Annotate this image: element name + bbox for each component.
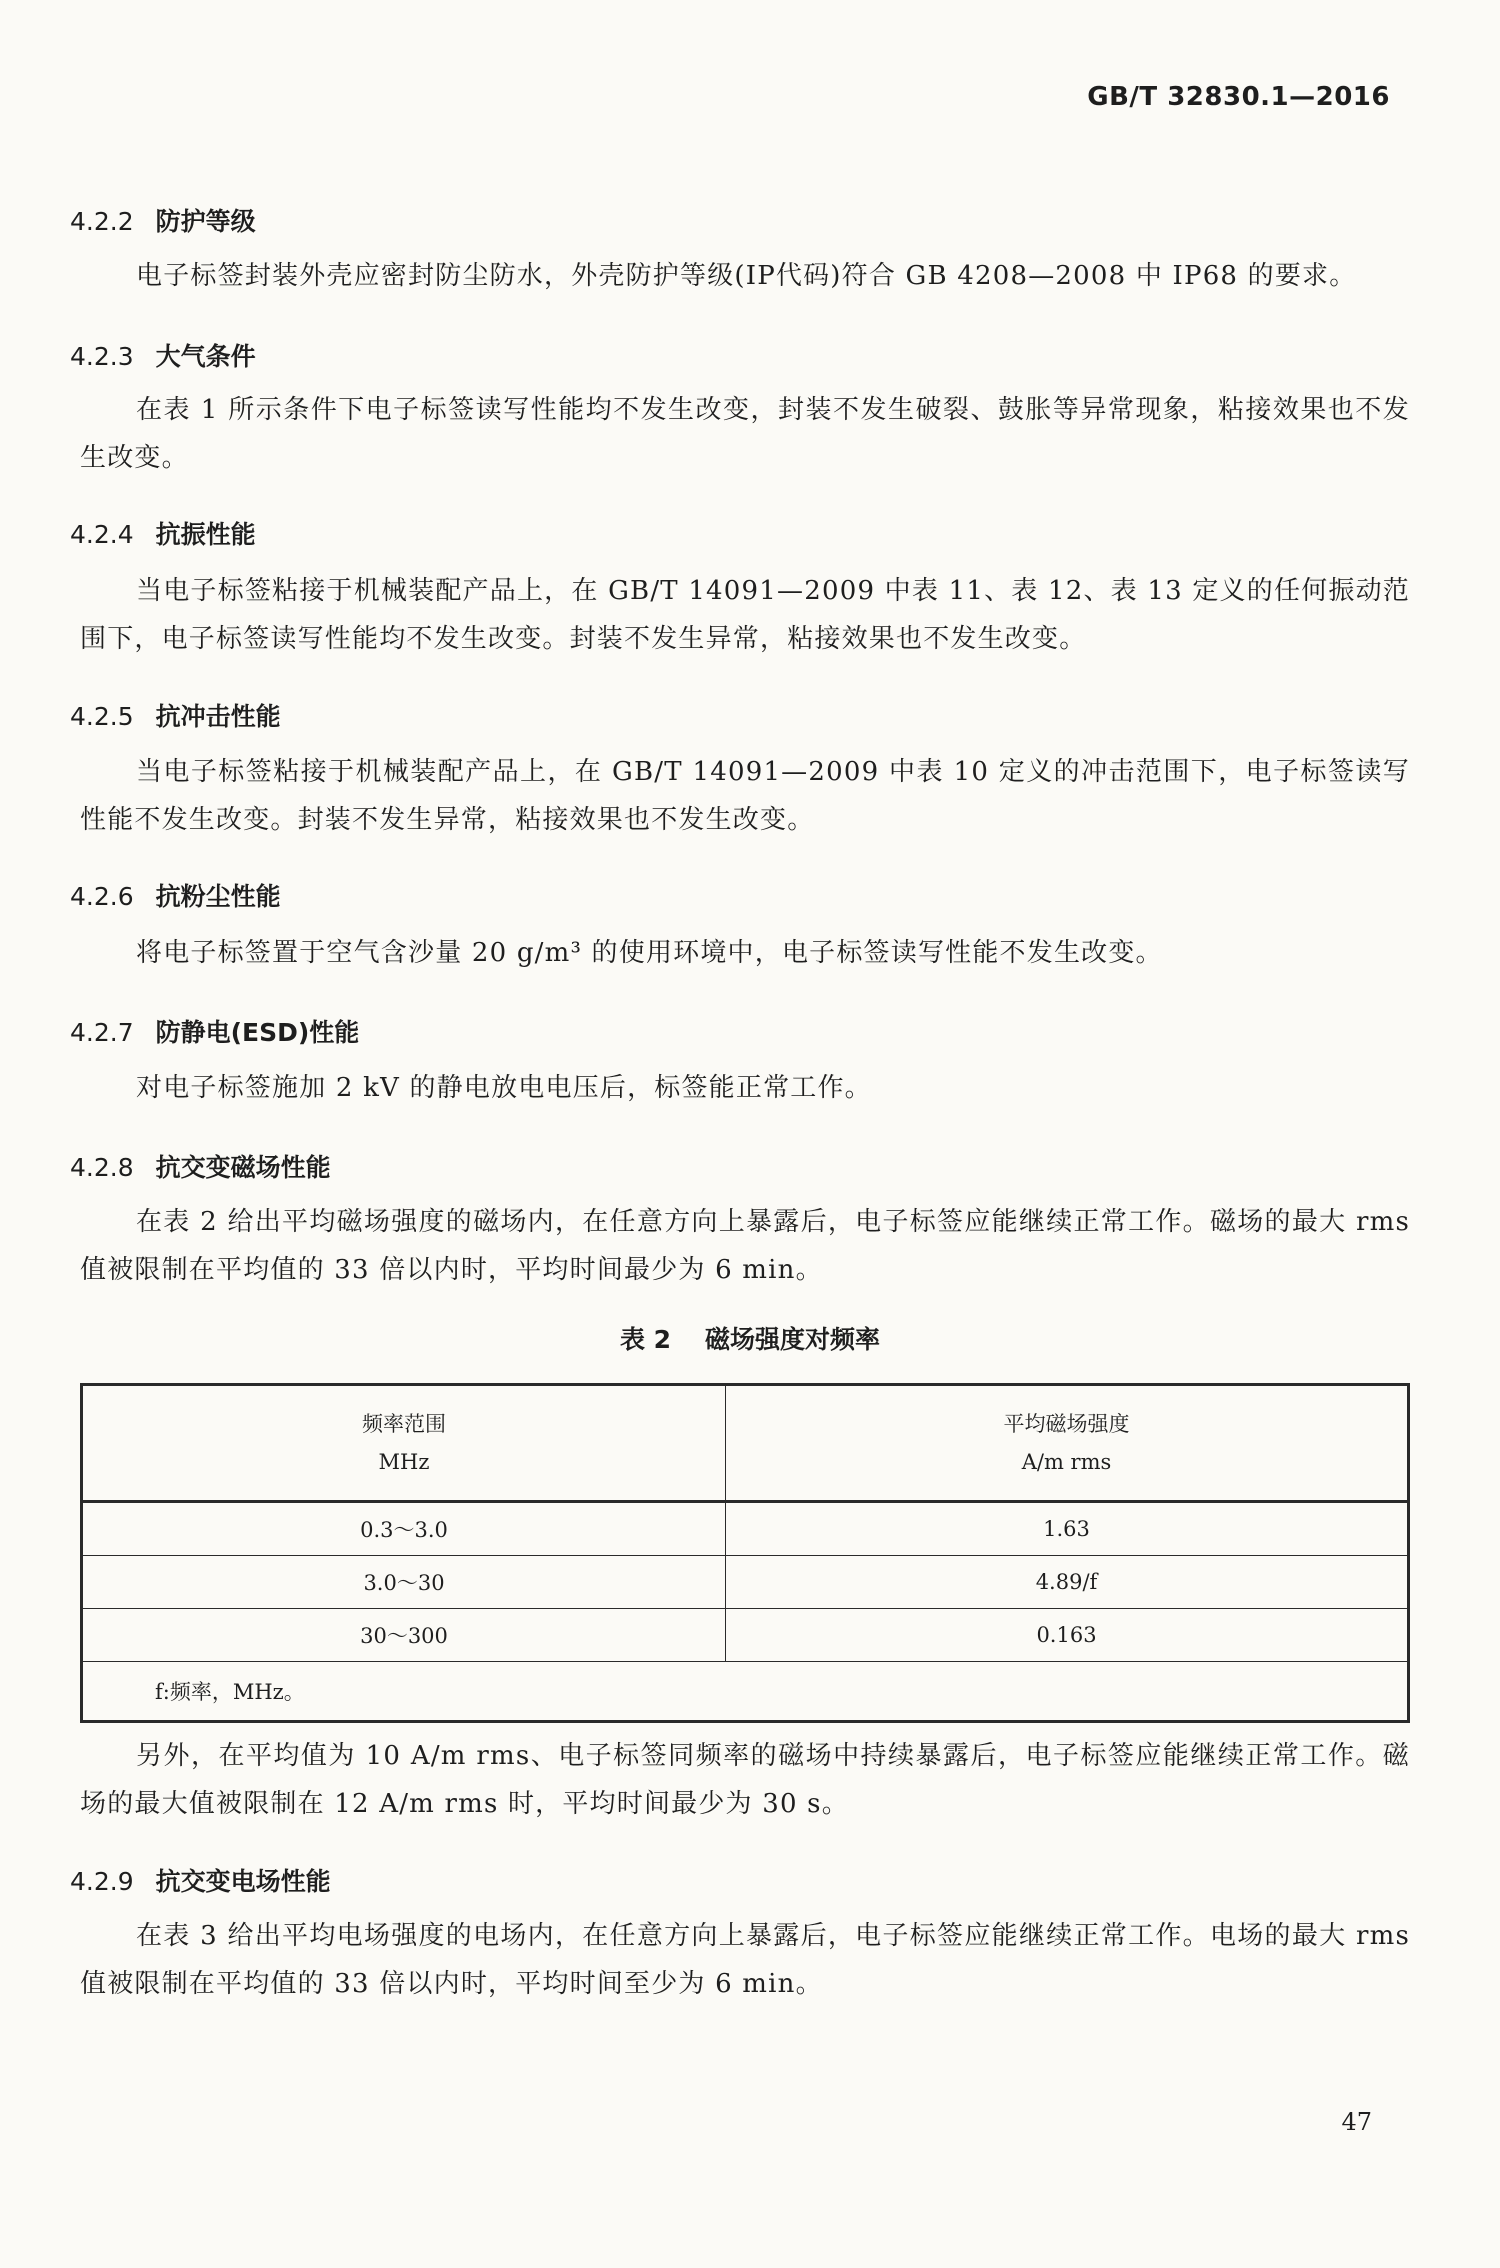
table-row (82, 1556, 1409, 1609)
frequency-cell: 3.0～30 (82, 1556, 726, 1609)
column-unit: MHz (378, 1450, 430, 1474)
paragraph: 电子标签封装外壳应密封防尘防水，外壳防护等级(IP代码)符合 GB 4208—2008 中 IP68 的要求。 (136, 261, 1357, 291)
section-heading-4-2-8 (70, 1148, 331, 1184)
section-number: 4.2.7 (70, 1018, 134, 1047)
column-header-field-strength (726, 1385, 1409, 1502)
section-number: 4.2.9 (70, 1867, 134, 1896)
column-name: 频率范围 (362, 1412, 446, 1436)
paragraph: 在表 1 所示条件下电子标签读写性能均不发生改变，封装不发生破裂、鼓胀等异常现象，粘接效果也不发生改变。 (80, 395, 1410, 473)
column-name: 平均磁场强度 (1003, 1412, 1130, 1436)
section-heading-4-2-2 (70, 202, 256, 238)
section-title: 抗交变电场性能 (155, 1867, 331, 1896)
paragraph: 在表 3 给出平均电场强度的电场内，在任意方向上暴露后，电子标签应能继续正常工作。电场的最大 rms 值被限制在平均值的 33 倍以内时，平均时间至少为 6 min。 (80, 1921, 1410, 1999)
table-caption: 磁场强度对频率 (705, 1325, 881, 1354)
table-label: 表 2 (619, 1325, 672, 1354)
section-title: 抗交变磁场性能 (155, 1153, 331, 1182)
section-heading-4-2-5 (70, 697, 281, 733)
section-number: 4.2.8 (70, 1153, 134, 1182)
section-number: 4.2.4 (70, 520, 134, 549)
table-row (82, 1609, 1409, 1662)
section-number: 4.2.6 (70, 882, 134, 911)
frequency-cell: 0.3～3.0 (82, 1502, 726, 1556)
section-number: 4.2.3 (70, 342, 134, 371)
section-heading-4-2-6 (70, 877, 281, 913)
section-heading-4-2-7 (70, 1013, 359, 1049)
section-number: 4.2.5 (70, 702, 134, 731)
paragraph: 在表 2 给出平均磁场强度的磁场内，在任意方向上暴露后，电子标签应能继续正常工作。磁场的最大 rms 值被限制在平均值的 33 倍以内时，平均时间最少为 6 min。 (80, 1207, 1410, 1285)
column-unit: A/m rms (1021, 1450, 1112, 1474)
field-strength-cell: 4.89/f (726, 1556, 1409, 1609)
paragraph: 将电子标签置于空气含沙量 20 g/m³ 的使用环境中，电子标签读写性能不发生改变。 (136, 938, 1163, 968)
paragraph: 另外，在平均值为 10 A/m rms、电子标签同频率的磁场中持续暴露后，电子标签应能继续正常工作。磁场的最大值被限制在 12 A/m rms 时，平均时间最少为 30 s。 (80, 1741, 1410, 1819)
paragraph: 当电子标签粘接于机械装配产品上，在 GB/T 14091—2009 中表 10 定义的冲击范围下，电子标签读写性能不发生改变。封装不发生异常，粘接效果也不发生改变。 (80, 757, 1410, 835)
section-title: 防护等级 (155, 207, 256, 236)
section-number: 4.2.2 (70, 207, 134, 236)
table-header-row (82, 1385, 1409, 1502)
table-row (82, 1502, 1409, 1556)
column-header-frequency (82, 1385, 726, 1502)
section-title: 大气条件 (155, 342, 256, 371)
section-heading-4-2-9 (70, 1862, 331, 1898)
paragraph: 对电子标签施加 2 kV 的静电放电电压后，标签能正常工作。 (136, 1073, 872, 1103)
field-strength-table (80, 1383, 1410, 1723)
section-heading-4-2-3 (70, 337, 256, 373)
table-note: f:频率，MHz。 (82, 1662, 1409, 1722)
field-strength-cell: 0.163 (726, 1609, 1409, 1662)
field-strength-cell: 1.63 (726, 1502, 1409, 1556)
page-number: 47 (1341, 2108, 1372, 2136)
paragraph: 当电子标签粘接于机械装配产品上，在 GB/T 14091—2009 中表 11、表 12、表 13 定义的任何振动范围下，电子标签读写性能均不发生改变。封装不发生异常，粘接效果也不发生改变。 (80, 576, 1410, 654)
table-note-row (82, 1662, 1409, 1722)
frequency-cell: 30～300 (82, 1609, 726, 1662)
section-title: 抗冲击性能 (155, 702, 281, 731)
section-title: 抗振性能 (155, 520, 256, 549)
section-title: 抗粉尘性能 (155, 882, 281, 911)
table-title (0, 1320, 1500, 1356)
section-title: 防静电(ESD)性能 (155, 1018, 360, 1047)
standard-code: GB/T 32830.1—2016 (1087, 82, 1390, 112)
section-heading-4-2-4 (70, 515, 256, 551)
